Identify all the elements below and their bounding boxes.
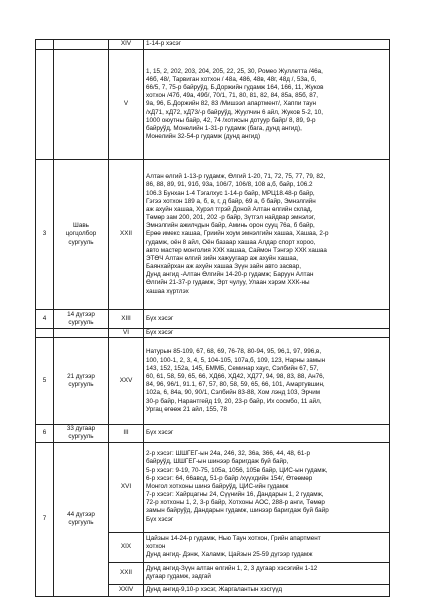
description-line: Бүх хэсэг xyxy=(146,515,174,523)
description-line: аж ахуйн хашаа, Хурэл тгрэй Доной Алтан өлгийн склад, xyxy=(146,205,313,213)
description-line: Цайзын 14-24-р гудамж, Нью Таун хотхон, Грийн апартмент xyxy=(146,534,321,542)
area-description xyxy=(144,310,390,329)
khoroo-number: III xyxy=(109,425,144,442)
description-line: авто мастер монголия ХХК хашаа, Саймон Тэнгэр ХХК хашаа xyxy=(146,246,327,254)
description-line: 60, 61, 58, 59, 65, 66, ХД66, ХД42, ХД77, 94, 98, 83, 88, Ан76, xyxy=(146,373,325,380)
area-description xyxy=(144,160,390,310)
table-row xyxy=(36,442,390,532)
row-number: 7 xyxy=(36,442,54,596)
description-line: замын байруўд, Дандарын гудамж, шинээр баригдаж буй байр xyxy=(146,507,329,515)
school-district-table xyxy=(35,39,390,597)
school-name xyxy=(54,329,109,338)
description-line: Ерөө имекс хашаа, Гриийн хоум эмнэлгийн хашаа, Хашаа, 2-р xyxy=(146,230,329,238)
area-description xyxy=(144,532,390,562)
school-name-line: 21 дүгээр xyxy=(67,373,95,380)
description-line: 1-14-р хэсэг xyxy=(146,40,182,48)
school-name xyxy=(54,40,109,50)
description-line: 143, 152, 152а, 145, БММБ, Семинар хаус, Сэлбийн 67, 57, xyxy=(146,364,319,372)
school-name-line: Шавь xyxy=(73,222,89,230)
description-line: Алтан өлгий 1-13-р гудамж, Өлгий 1-20, 71, 72, 75, 77, 79, 82, xyxy=(146,173,326,181)
school-name-line: сургууль xyxy=(68,238,94,246)
description-line: хотхон xyxy=(146,542,166,550)
description-line: Гэгээ хотхон 189 а, б, в, г, д байр, 69 а, б байр, Эмнэлгийн xyxy=(146,197,316,205)
area-description xyxy=(144,329,390,338)
row-number: 5 xyxy=(36,338,54,425)
table-row xyxy=(36,338,390,425)
area-description xyxy=(144,562,390,584)
description-line: 84, 96, 96/1, 91.1, 67, 57, 80, 58, 59, 65, 66, 101, Амартувшин, xyxy=(146,381,325,389)
school-name xyxy=(54,338,109,425)
table-row xyxy=(36,329,390,338)
area-description xyxy=(144,40,390,50)
khoroo-number: XIX xyxy=(109,532,144,562)
row-number: 4 xyxy=(36,310,54,329)
row-number: 3 xyxy=(36,160,54,310)
description-line: 86, 88, 89, 91, 91б, 93а, 106/7, 106/8, 108 а,б, байр, 106.2 xyxy=(146,181,313,189)
description-line: байруўд, Монелийн 1-31-р гудамж (бага, дунд ангид), xyxy=(146,124,302,132)
khoroo-number: XVI xyxy=(109,442,144,532)
description-line: 72-р хотхоны 1, 2, 3-р байр, Хотхоны АОС, 288-р анги, Төмөр xyxy=(146,499,325,507)
table-row xyxy=(36,40,390,50)
school-name xyxy=(54,310,109,329)
description-line: байруўд, ШШГЕГ-ын шинээр баригдаж буй байр, xyxy=(146,458,289,466)
description-line: Төмөр зам 200, 201, 202 -р байр, Зүтгэл найдвар эмнэлэг, xyxy=(146,214,316,222)
school-name-line: сургууль xyxy=(68,519,94,527)
description-line: 6-р хэсэг: 64, 66авсд, 51-р байр /хүүхдийн 154/, Өтөөмөр xyxy=(146,474,313,482)
table-row xyxy=(36,50,390,160)
description-line: Баянхайрхан аж ахуйн хашаа Зүүн зайн авто засвар, xyxy=(146,263,302,271)
school-name xyxy=(54,425,109,442)
description-line: 66/5, 7, 75-р байруўд, Б.Доржийн гудамж 164, 166, 11, Жуков xyxy=(146,84,324,92)
description-line: 1, 15, 2, 202, 203, 204, 205, 22, 25, 30, Ромео Жуллетта /46а, xyxy=(146,67,323,75)
table-row xyxy=(36,160,390,310)
row-number xyxy=(36,50,54,160)
description-line: Дунд ангид -Алтан Өлгийн 14-20-р гудамж; Баруун Алтан xyxy=(146,271,314,279)
description-line: 9а, 96, Б.Доржийн 82, 83 /Мишээл апартмент/, Хаппи таун xyxy=(146,100,316,108)
row-number xyxy=(36,40,54,50)
description-line: 46б, 48/, Тарвиган хотхон / 48а, 486, 48в, 48г, 48д /, 53а, б, xyxy=(146,75,317,83)
description-line: 30-р байр, Нарантгейд 19, 20, 23-р байр, Их сосмбо, 11 айл, xyxy=(146,397,322,405)
khoroo-number: V xyxy=(109,50,144,160)
description-line: /хД71, хД72, хД73/-р байруўд, Жуулчин 6 айл, Жуков 5-2, 10, xyxy=(146,108,324,116)
khoroo-number: XXIV xyxy=(109,584,144,596)
description-line: Монгол хотхоны шинэ байруўд, ЦИС-ийн гудамж xyxy=(146,482,289,490)
area-description xyxy=(144,442,390,532)
khoroo-number: XXII xyxy=(109,562,144,584)
school-name-line: цогцолбор xyxy=(65,230,97,238)
school-name xyxy=(54,50,109,160)
school-name-line: сургууль xyxy=(68,433,94,441)
school-name-line: 44 дүгээр xyxy=(67,510,95,518)
description-line: Бүх хэсэг xyxy=(146,314,174,322)
description-line: 102а, 6, 84а, 90, 90/1, Сэлбийн 83-88, Хом лэнд 103, Эрчим xyxy=(146,389,321,397)
school-name-line: сургууль xyxy=(68,319,94,326)
table-row xyxy=(36,310,390,329)
description-line: 2-р хэсэг: ШШГЕГ-ын 24а, 246, 32, 36а, 366, 44, 48, 61-р xyxy=(146,450,310,458)
description-line: 5-р хэсэг: 9-19, 70-75, 105а, 1056, 105в байр, ЦИС-ын гудамж, xyxy=(146,466,328,474)
description-line: Бүх хэсэг xyxy=(146,429,174,437)
description-line: хашаа хүртлэх xyxy=(146,287,189,295)
description-line: 7-р хэсэг: Хайрцагны 24, Сүүнийн 16, Дандарын 1, 2 гудамж, xyxy=(146,491,324,499)
description-line: Дунд ангид- Дэнж, Халамж, Цайзын 25-59 дүгээр гудамж xyxy=(146,551,313,559)
description-line: Ургац өгөөж 21 айл, 155, 78 xyxy=(146,405,227,413)
khoroo-number: XXV xyxy=(109,338,144,425)
description-line: 1000 оюутны байр, 42, 74 /хотисын дотуур байр/ 8, 89, 9-р xyxy=(146,116,316,124)
description-line: хотхон /47б, 49а, 49б/, 70/1, 71, 80, 81, 82, 84, 85а, 85б, 87, xyxy=(146,92,318,100)
row-number: 6 xyxy=(36,425,54,442)
area-description xyxy=(144,50,390,160)
description-line: Дунд ангид-9,10-р хэсэг, Жаргалантын хэсгүүд xyxy=(146,585,283,593)
area-description xyxy=(144,338,390,425)
khoroo-number: XIV xyxy=(109,40,144,50)
khoroo-number: VI xyxy=(109,329,144,338)
row-number xyxy=(36,329,54,338)
description-line: 106.3 Бунхан 1-4 Тэгалхус 1-14-р байр, МРЦ18.48-р байр, xyxy=(146,189,315,197)
description-line: Дунд ангид-Зүүн алтан өлгийн 1, 2, 3 дугаар хэсэгийн 1-12 xyxy=(146,564,318,572)
school-name xyxy=(54,442,109,596)
description-line: ЭТӨЧ Алтан өлгий зийн хажуугаар аж ахуйн хашаа, xyxy=(146,254,299,262)
khoroo-number: XXII xyxy=(109,160,144,310)
area-description xyxy=(144,425,390,442)
description-line: Монелийн 32-54-р гудамж (дунд ангид) xyxy=(146,133,261,141)
school-name xyxy=(54,160,109,310)
table-row xyxy=(36,425,390,442)
khoroo-number: XIII xyxy=(109,310,144,329)
description-line: Натурын 85-109, 67, 68, 69, 76-78, 80-94, 95, 96,1, 97, 996,в, xyxy=(146,348,322,356)
school-name-line: 33 дугаар xyxy=(66,425,96,433)
school-name-line: 14 дүгээр xyxy=(67,310,95,318)
area-description xyxy=(144,584,390,596)
description-line: Бүх хэсэг xyxy=(146,329,174,336)
description-line: Өлгийн 21-37-р гудамж, Эрт чулуу, Улаан хэрэм ХХК-ны xyxy=(146,279,310,287)
description-line: 100, 100-1, 2, 3, 4, 5, 104-105, 107а,б, 109, 123, Нарны замын xyxy=(146,356,326,364)
school-name-line: сургууль xyxy=(68,381,94,389)
description-line: дугаар гудамж, задгай xyxy=(146,573,211,581)
description-line: гудамж, оён 8 айл, Оён базаар хашаа Алдар спорт хороо, xyxy=(146,238,316,246)
description-line: Эмнэлгийн ажилчдын байр, Аминь орон сууц 76а, б байр, xyxy=(146,222,315,230)
